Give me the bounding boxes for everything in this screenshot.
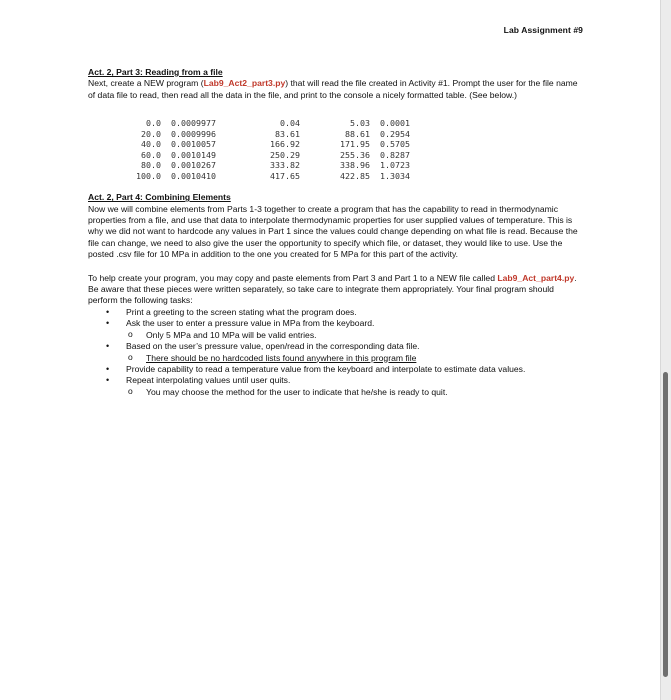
part4-heading: Act. 2, Part 4: Combining Elements [88, 192, 231, 203]
table-row [131, 139, 422, 150]
part4-paragraph-1: Now we will combine elements from Parts 1-3 together to create a program that has the capability to read in thermodynamic properties from a file, and use that data to interpolate thermodynamic properties for user supplied values of temperature. This is why we did not want to hardcode any values in Part 1 since the values could change depending on what file is read. Because the file can change, we need to also give the user the opportunity to specify which file, or dataset, they would like to use. Use the posted .csv file for 10 MPa in addition to the one you created for 5 MPa for this part of the activity. [88, 203, 578, 260]
table-cell: 0.04 [280, 118, 300, 129]
table-cell: 88.61 [345, 128, 370, 139]
header-title: Lab Assignment #9 [503, 25, 583, 35]
subtask-item [126, 387, 583, 398]
task-text: Repeat interpolating values until user quits. [126, 375, 291, 386]
subtask-item [126, 330, 583, 341]
task-item [88, 307, 583, 318]
table-cell: 0.0010057 [171, 139, 216, 150]
table-row [131, 129, 422, 140]
task-list [88, 307, 583, 398]
part4-paragraph-2 [88, 273, 583, 307]
table-cell: 60.0 [141, 149, 161, 160]
table-cell: 0.0009977 [171, 118, 216, 129]
subtask-text: There should be no hardcoded lists found anywhere in this program file [146, 352, 417, 363]
document-content [88, 67, 583, 398]
part4-p2-after: . Be aware that these pieces were written separately, so take care to integrate them appropriately. Your final program should perform the following tasks: [88, 272, 577, 306]
task-text: Based on the user’s pressure value, open/read in the corresponding data file. [126, 341, 420, 352]
part4-p2-before: To help create your program, you may copy and paste elements from Part 3 and Part 1 to a NEW file called [88, 272, 498, 283]
table-cell: 0.0010149 [171, 149, 216, 160]
part3-paragraph [88, 78, 583, 101]
table-cell: 1.3034 [380, 170, 410, 181]
table-cell: 0.0009996 [171, 128, 216, 139]
table-cell: 0.0 [146, 118, 161, 129]
table-cell: 5.03 [350, 118, 370, 129]
task-text: Print a greeting to the screen stating what the program does. [126, 306, 357, 317]
table-cell: 80.0 [141, 160, 161, 171]
scrollbar-thumb[interactable] [663, 372, 668, 677]
table-cell: 100.0 [136, 170, 161, 181]
table-cell: 1.0723 [380, 160, 410, 171]
part3-file-name: Lab9_Act2_part3.py [203, 78, 286, 89]
task-item [88, 318, 583, 341]
table-cell: 83.61 [275, 128, 300, 139]
part3-text-before: Next, create a NEW program ( [88, 78, 204, 89]
subtask-text: Only 5 MPa and 10 MPa will be valid entries. [146, 329, 317, 340]
table-cell: 0.0010410 [171, 170, 216, 181]
table-row [131, 171, 422, 182]
part3-text-after: ) that will read the file created in Activity #1. Prompt the user for the file name of data file to read, then read all the data in the file, and print to the console a nicely formatted table. (See below.) [88, 78, 578, 100]
table-cell: 166.92 [270, 139, 300, 150]
task-item [88, 364, 583, 375]
table-cell: 0.5705 [380, 139, 410, 150]
part4-file-name: Lab9_Act_part4.py [497, 272, 575, 283]
task-item [88, 341, 583, 364]
table-cell: 255.36 [340, 149, 370, 160]
table-cell: 250.29 [270, 149, 300, 160]
part3-heading: Act. 2, Part 3: Reading from a file [88, 67, 223, 77]
task-text: Provide capability to read a temperature value from the keyboard and interpolate to estimate data values. [126, 363, 526, 374]
table-cell: 0.0010267 [171, 160, 216, 171]
subtask-text: You may choose the method for the user to indicate that he/she is ready to quit. [146, 386, 448, 397]
task-text: Ask the user to enter a pressure value in MPa from the keyboard. [126, 318, 375, 329]
table-cell: 0.0001 [380, 118, 410, 129]
table-row [131, 118, 422, 129]
table-cell: 40.0 [141, 139, 161, 150]
table-row [131, 160, 422, 171]
subtask-item [126, 353, 583, 364]
table-cell: 422.85 [340, 170, 370, 181]
data-table [131, 118, 422, 181]
table-cell: 0.8287 [380, 149, 410, 160]
table-cell: 417.65 [270, 170, 300, 181]
table-row [131, 150, 422, 161]
table-cell: 171.95 [340, 139, 370, 150]
table-cell: 0.2954 [380, 128, 410, 139]
table-cell: 333.82 [270, 160, 300, 171]
task-item [88, 375, 583, 398]
table-cell: 20.0 [141, 128, 161, 139]
table-cell: 338.96 [340, 160, 370, 171]
